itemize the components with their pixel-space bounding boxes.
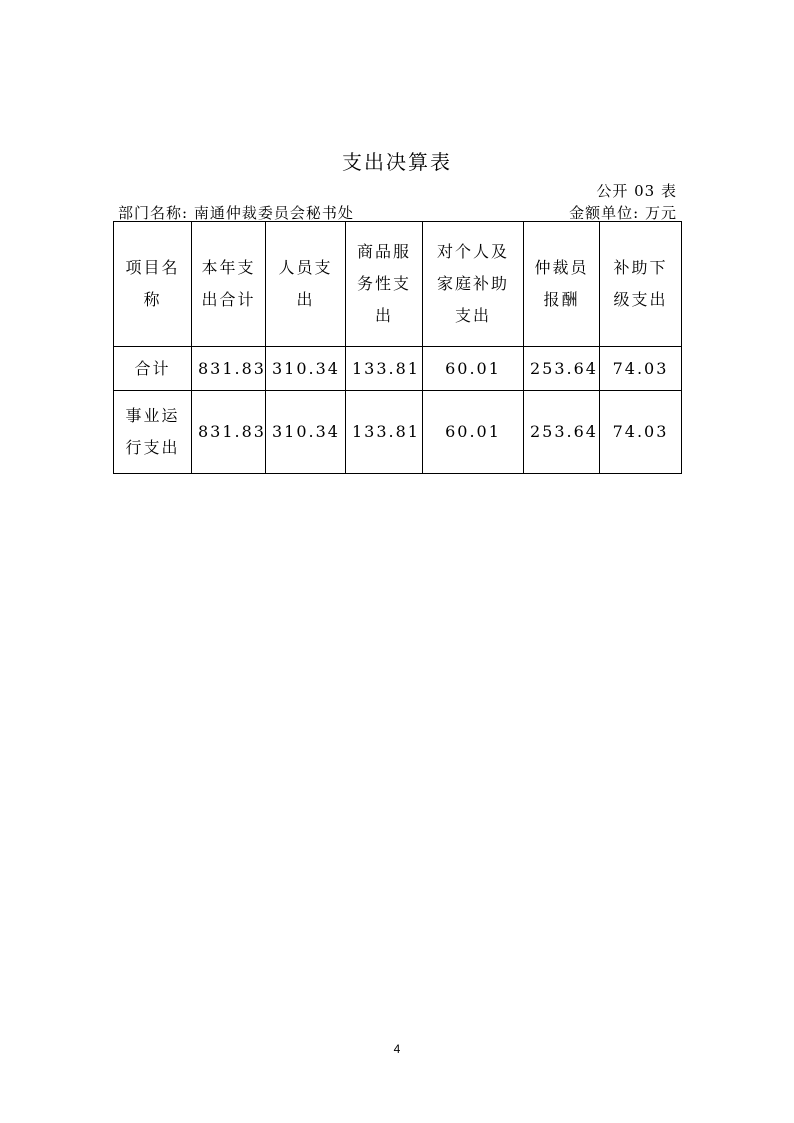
page-number: 4 <box>393 1042 401 1056</box>
cell-value: 60.01 <box>423 391 524 474</box>
cell-value: 74.03 <box>600 347 682 391</box>
header-total-expenditure: 本年支出合计 <box>192 222 266 347</box>
cell-value: 310.34 <box>266 391 346 474</box>
cell-value: 74.03 <box>600 391 682 474</box>
department-name: 部门名称: 南通仲裁委员会秘书处 <box>118 204 354 222</box>
header-subsidy-individuals: 对个人及家庭补助支出 <box>423 222 524 347</box>
cell-value: 133.81 <box>346 391 423 474</box>
header-arbitrator-remuneration: 仲裁员报酬 <box>524 222 600 347</box>
table-row <box>114 347 682 391</box>
header-personnel-expenditure: 人员支出 <box>266 222 346 347</box>
cell-value: 60.01 <box>423 347 524 391</box>
header-goods-services-expenditure: 商品服务性支出 <box>346 222 423 347</box>
expenditure-table <box>113 221 682 474</box>
amount-unit: 金额单位: 万元 <box>569 204 677 222</box>
table-number: 公开 03 表 <box>596 182 677 200</box>
cell-value: 831.83 <box>192 347 266 391</box>
cell-value: 310.34 <box>266 347 346 391</box>
row-label: 合计 <box>114 347 192 391</box>
cell-value: 253.64 <box>524 347 600 391</box>
cell-value: 253.64 <box>524 391 600 474</box>
table-row <box>114 391 682 474</box>
header-item-name: 项目名称 <box>114 222 192 347</box>
cell-value: 133.81 <box>346 347 423 391</box>
header-subsidy-lower-level: 补助下级支出 <box>600 222 682 347</box>
document-title: 支出决算表 <box>342 150 452 174</box>
table-header-row <box>114 222 682 347</box>
row-label: 事业运行支出 <box>114 391 192 474</box>
cell-value: 831.83 <box>192 391 266 474</box>
